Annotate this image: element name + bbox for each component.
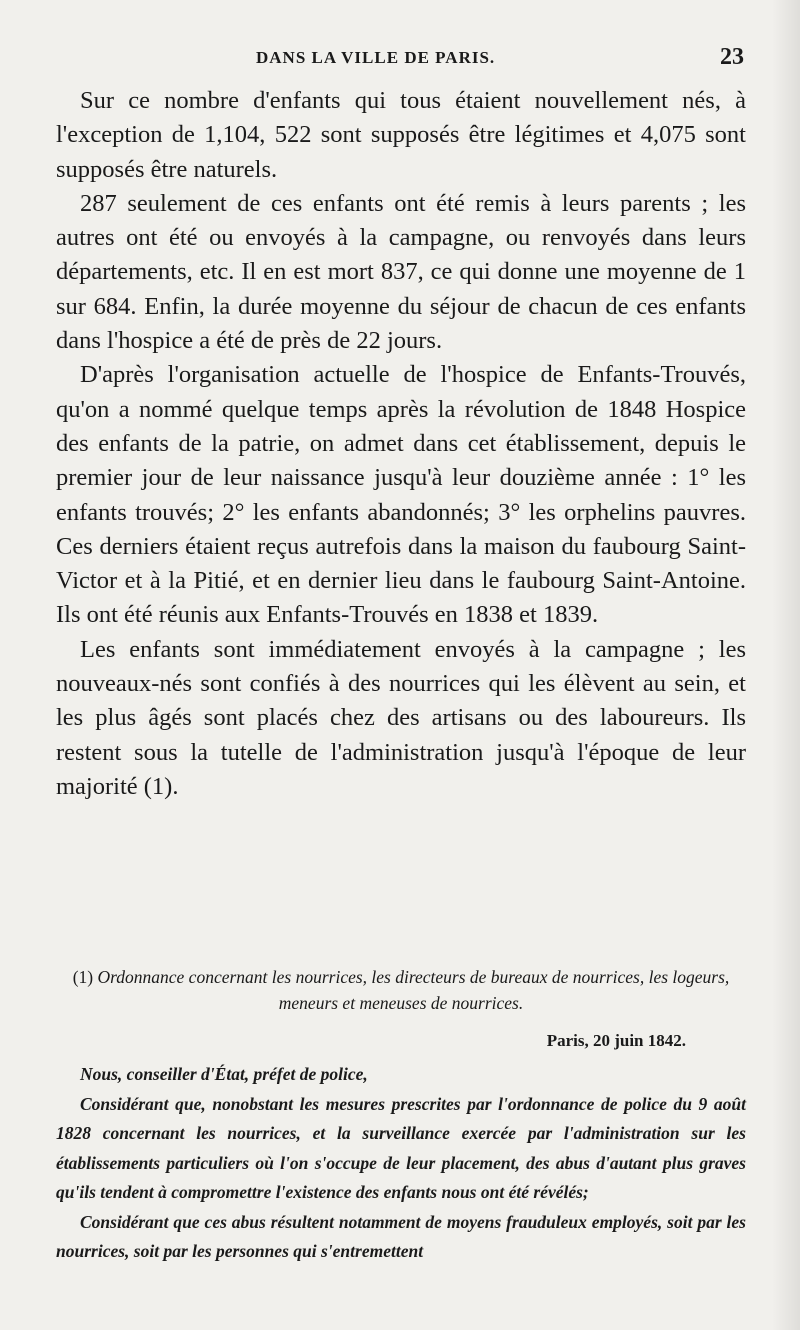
ordinance-paragraph-3: Considérant que ces abus résultent notamment de moyens frauduleux employés, soit par les nourrices, soit par les personnes qui s'entremettent <box>56 1211 746 1261</box>
page-number: 23 <box>720 44 744 70</box>
ordinance-paragraph-2: Considérant que, nonobstant les mesures prescrites par l'ordonnance de police du 9 août 1828 concernant les nourrices, et la surveillance exercée par l'administration sur les établissements particuliers où l'on s'occupe de leur placement, des abus d'autant plus graves qu'ils tendent à compromettre l'existence des enfants nous ont été révélés; <box>56 1093 746 1202</box>
paragraph-3: D'après l'organisation actuelle de l'hospice de Enfants-Trouvés, qu'on a nommé quelque temps après la révolution de 1848 Hospice des enfants de la patrie, on admet dans cet établissement, depuis le premier jour de leur naissance jusqu'à leur douzième année : 1° les enfants trouvés; 2° les enfants abandonnés; 3° les orphelins pauvres. Ces derniers étaient reçus autrefois dans la maison du faubourg Saint-Victor et à la Pitié, et en dernier lieu dans le faubourg Saint-Antoine. Ils ont été réunis aux Enfants-Trouvés en 1838 et 1839. <box>56 361 746 629</box>
footnote <box>56 964 746 1267</box>
page-header <box>56 44 746 74</box>
ordinance-paragraph-1: Nous, conseiller d'État, préfet de police, <box>80 1064 368 1084</box>
page-edge-shadow <box>772 0 800 1330</box>
ordinance-date: Paris, 20 juin 1842. <box>546 1031 686 1050</box>
main-text <box>56 84 746 804</box>
running-head: DANS LA VILLE DE PARIS. <box>256 48 496 67</box>
footnote-marker: (1) <box>72 967 94 987</box>
paragraph-2: 287 seulement de ces enfants ont été remis à leurs parents ; les autres ont été ou envoyés à la campagne, ou renvoyés dans leurs départements, etc. Il en est mort 837, ce qui donne une moyenne de 1 sur 684. Enfin, la durée moyenne du séjour de chacun de ces enfants dans l'hospice a été de près de 22 jours. <box>56 189 746 355</box>
paragraph-4: Les enfants sont immédiatement envoyés à la campagne ; les nouveaux-nés sont confiés à des nourrices qui les élèvent au sein, et les plus âgés sont placés chez des artisans ou des laboureurs. Ils restent sous la tutelle de l'administration jusqu'à l'époque de leur majorité (1). <box>56 635 746 800</box>
paragraph-1: Sur ce nombre d'enfants qui tous étaient nouvellement nés, à l'exception de 1,104, 522 sont supposés être légitimes et 4,075 sont supposés être naturels. <box>56 87 746 183</box>
footnote-title: Ordonnance concernant les nourrices, les directeurs de bureaux de nourrices, les logeurs, meneurs et meneuses de nourrices. <box>97 967 730 1013</box>
ordinance-text <box>56 1060 746 1267</box>
footnote-title-line <box>56 964 746 1016</box>
